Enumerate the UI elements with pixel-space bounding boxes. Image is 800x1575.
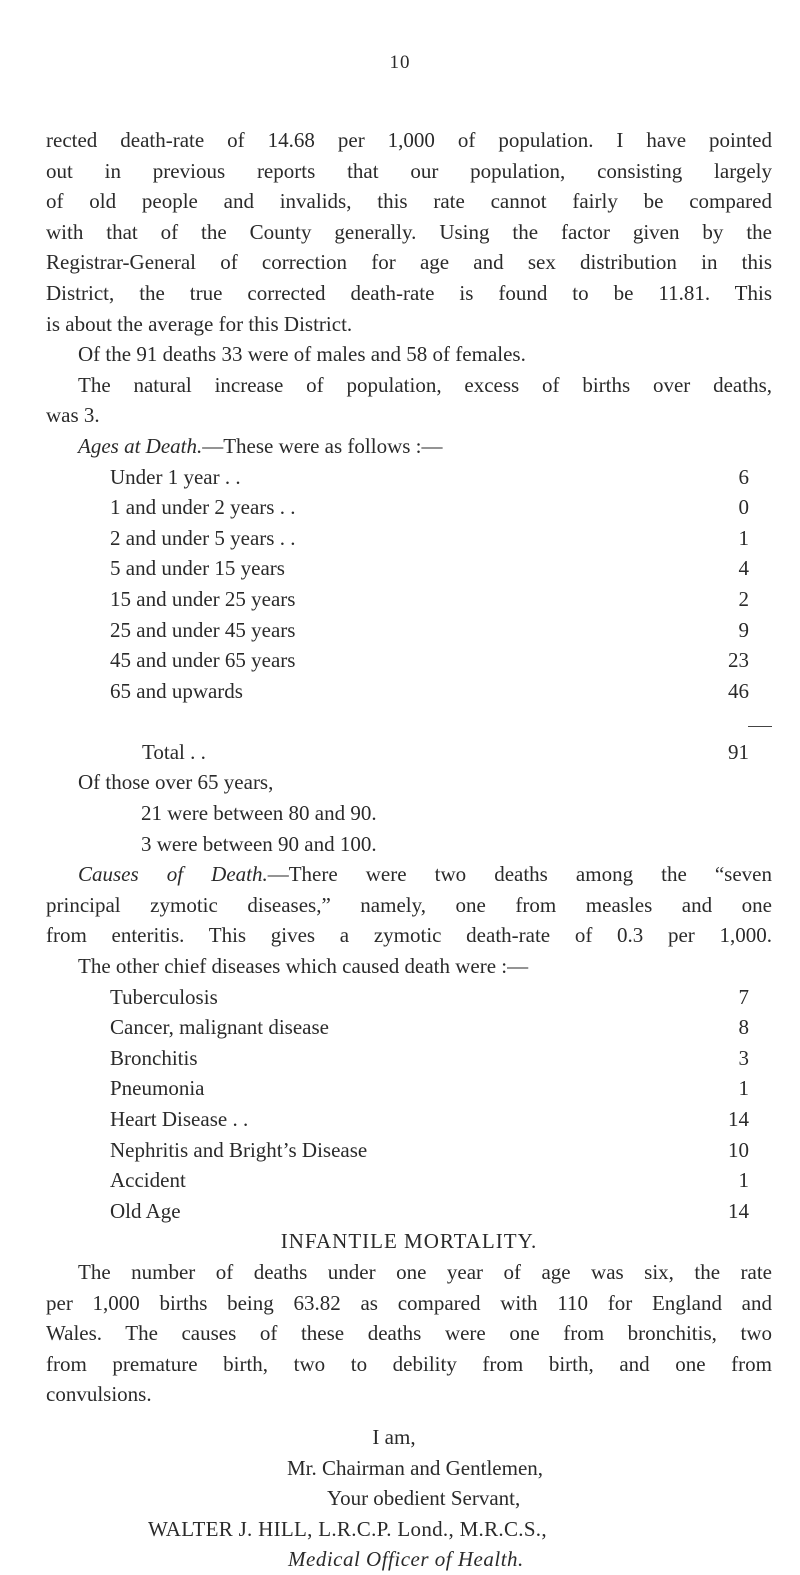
row-value: 6	[738, 464, 749, 489]
row-label: Under 1 year . .	[110, 464, 241, 489]
table-row	[110, 1196, 749, 1227]
row-label: 5 and under 15 years	[110, 556, 285, 581]
text-line: from enteritis. This gives a zymotic death-rate of 0.3 per 1,000.	[46, 923, 772, 948]
signatory-title: Medical Officer of Health.	[288, 1547, 524, 1572]
total-label: Total . .	[142, 739, 206, 764]
row-label: 2 and under 5 years . .	[110, 525, 296, 550]
row-label: 45 and under 65 years	[110, 648, 296, 673]
text-line: out in previous reports that our population, consisting largely	[46, 158, 772, 183]
ages-intro: —These were as follows :—	[202, 433, 443, 458]
infant-paragraph	[46, 1257, 772, 1410]
over65-line: 3 were between 90 and 100.	[141, 831, 377, 856]
intro-paragraph	[46, 125, 772, 339]
total-value: 91	[728, 739, 749, 764]
table-row	[110, 1165, 749, 1196]
table-row	[110, 553, 749, 584]
page-number: 10	[389, 52, 411, 73]
row-value: 14	[728, 1198, 749, 1223]
ages-heading-line	[46, 431, 772, 462]
row-label: 1 and under 2 years . .	[110, 495, 296, 520]
row-label: Cancer, malignant disease	[110, 1015, 329, 1040]
row-label: Old Age	[110, 1198, 181, 1223]
table-row	[110, 1104, 749, 1135]
text-line: The number of deaths under one year of age was six, the rate	[78, 1259, 772, 1284]
causes-text: —There were two deaths among the “seven	[267, 862, 772, 887]
closing-line: I am,	[372, 1424, 416, 1449]
table-row	[110, 1073, 749, 1104]
text-line: with that of the County generally. Using the factor given by the	[46, 219, 772, 244]
text-line: District, the true corrected death-rate is found to be 11.81. This	[46, 280, 772, 305]
causes-intro: The other chief diseases which caused death were :—	[78, 954, 529, 979]
row-value: 2	[738, 586, 749, 611]
closing-line: Your obedient Servant,	[327, 1486, 521, 1511]
ages-table	[46, 462, 772, 768]
row-value: 3	[738, 1045, 749, 1070]
infant-mortality-heading: INFANTILE MORTALITY.	[280, 1229, 538, 1254]
row-label: 25 and under 45 years	[110, 617, 296, 642]
row-value: 8	[738, 1015, 749, 1040]
over65-intro: Of those over 65 years,	[78, 770, 274, 795]
text-line: Registrar-General of correction for age and sex distribution in this	[46, 250, 772, 275]
text-line: per 1,000 births being 63.82 as compared with 110 for England and	[46, 1290, 772, 1315]
natural-increase-cont: was 3.	[46, 403, 100, 428]
row-label: 15 and under 25 years	[110, 586, 296, 611]
text-line: is about the average for this District.	[46, 311, 353, 336]
table-row	[110, 676, 749, 707]
causes-heading: Causes of Death.	[78, 862, 268, 887]
row-value: 1	[738, 1076, 749, 1101]
table-row	[110, 523, 749, 554]
table-row	[110, 1043, 749, 1074]
row-value: 14	[728, 1107, 749, 1131]
signature-block	[46, 1422, 772, 1575]
text-line: from premature birth, two to debility from birth, and one from	[46, 1351, 772, 1376]
row-label: Heart Disease . .	[110, 1107, 249, 1131]
text-line: Wales. The causes of these deaths were one from bronchitis, two	[46, 1321, 772, 1346]
row-value: 0	[738, 495, 749, 520]
closing-line: Mr. Chairman and Gentlemen,	[287, 1455, 544, 1480]
total-row	[110, 737, 749, 768]
total-rule-row	[110, 706, 772, 737]
ages-heading: Ages at Death.	[78, 433, 203, 458]
row-label: Nephritis and Bright’s Disease	[110, 1137, 368, 1162]
table-row	[110, 615, 749, 646]
row-label: Tuberculosis	[110, 984, 218, 1009]
table-row	[110, 982, 749, 1013]
over65-line: 21 were between 80 and 90.	[141, 801, 377, 826]
row-value: 10	[728, 1137, 749, 1162]
text-line: of old people and invalids, this rate cannot fairly be compared	[46, 189, 772, 214]
total-rule	[748, 726, 772, 727]
row-value: 9	[738, 617, 749, 642]
table-row	[110, 645, 749, 676]
table-row	[110, 462, 749, 493]
deaths-by-sex: Of the 91 deaths 33 were of males and 58 of females.	[78, 342, 526, 367]
row-value: 23	[728, 648, 749, 673]
row-label: 65 and upwards	[110, 678, 243, 703]
row-label: Pneumonia	[110, 1076, 205, 1101]
natural-increase: The natural increase of population, excess of births over deaths,	[78, 372, 772, 397]
causes-heading-line	[46, 859, 772, 890]
row-value: 1	[738, 525, 749, 550]
signatory-name: WALTER J. HILL, L.R.C.P. Lond., M.R.C.S.,	[148, 1516, 547, 1541]
text-line: principal zymotic diseases,” namely, one from measles and one	[46, 892, 772, 917]
text-line: convulsions.	[46, 1382, 152, 1407]
causes-table	[46, 982, 772, 1227]
row-label: Bronchitis	[110, 1045, 198, 1070]
row-value: 7	[738, 984, 749, 1009]
text-line: rected death-rate of 14.68 per 1,000 of population. I have pointed	[46, 128, 772, 152]
row-label: Accident	[110, 1168, 186, 1193]
row-value: 1	[738, 1168, 749, 1193]
table-row	[110, 1012, 749, 1043]
document-body	[46, 125, 772, 1575]
table-row	[110, 584, 749, 615]
table-row	[110, 492, 749, 523]
row-value: 46	[728, 678, 749, 703]
row-value: 4	[738, 556, 749, 581]
table-row	[110, 1135, 749, 1166]
